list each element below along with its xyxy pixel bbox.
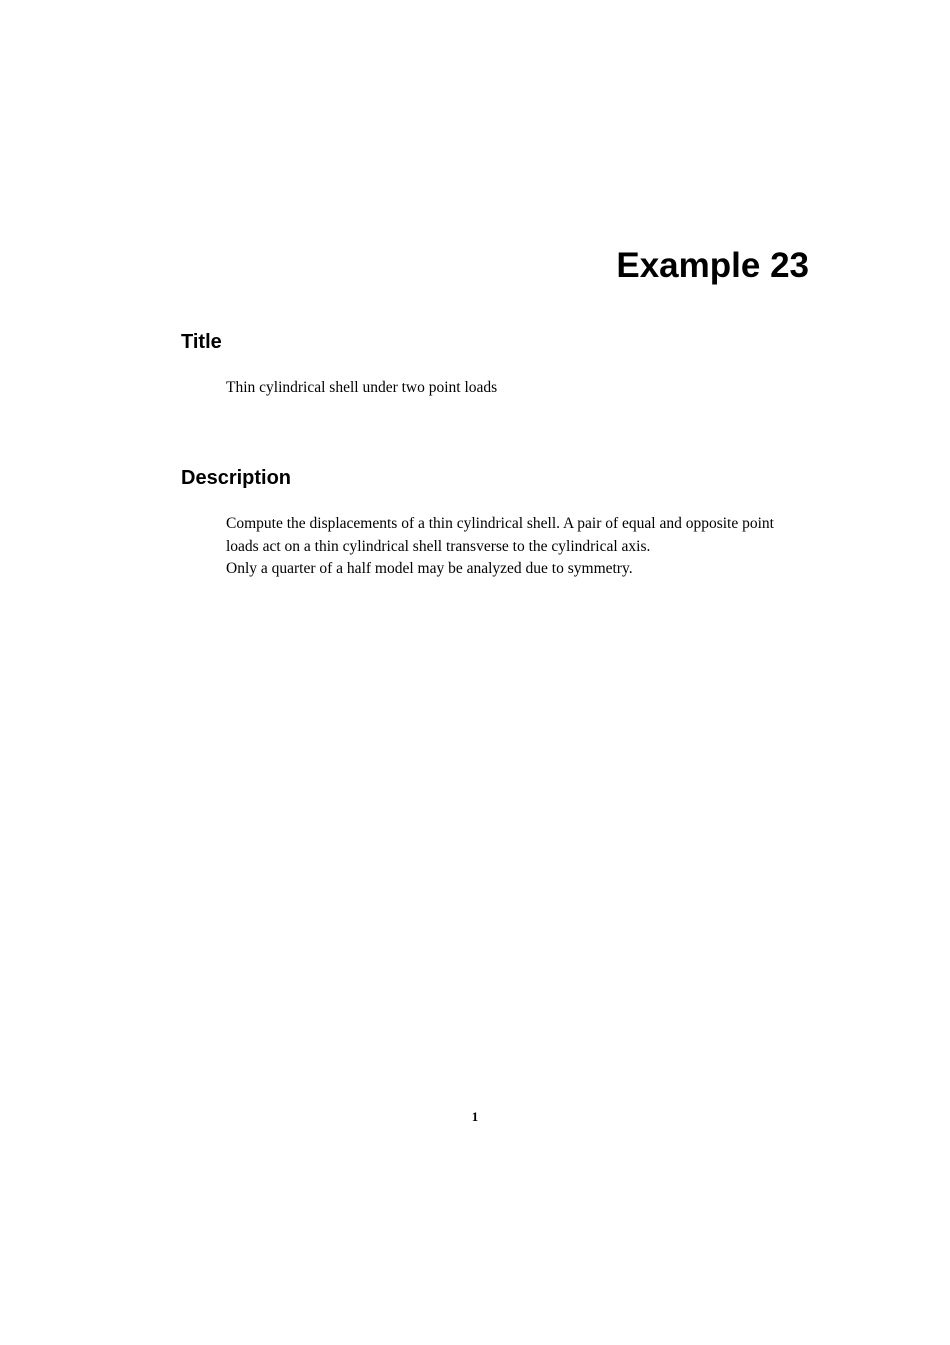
page-heading: Example 23 [616,246,809,285]
description-section-text [226,513,826,581]
title-section-heading: Title [181,331,222,353]
description-section-heading: Description [181,467,292,489]
description-line: loads act on a thin cylindrical shell transverse to the cylindrical axis. [226,537,651,555]
description-line: Compute the displacements of a thin cylindrical shell. A pair of equal and opposite point [226,515,774,532]
title-section-text: Thin cylindrical shell under two point loads [226,379,498,396]
description-line: Only a quarter of a half model may be analyzed due to symmetry. [226,560,633,577]
page-number: 1 [471,1109,479,1124]
